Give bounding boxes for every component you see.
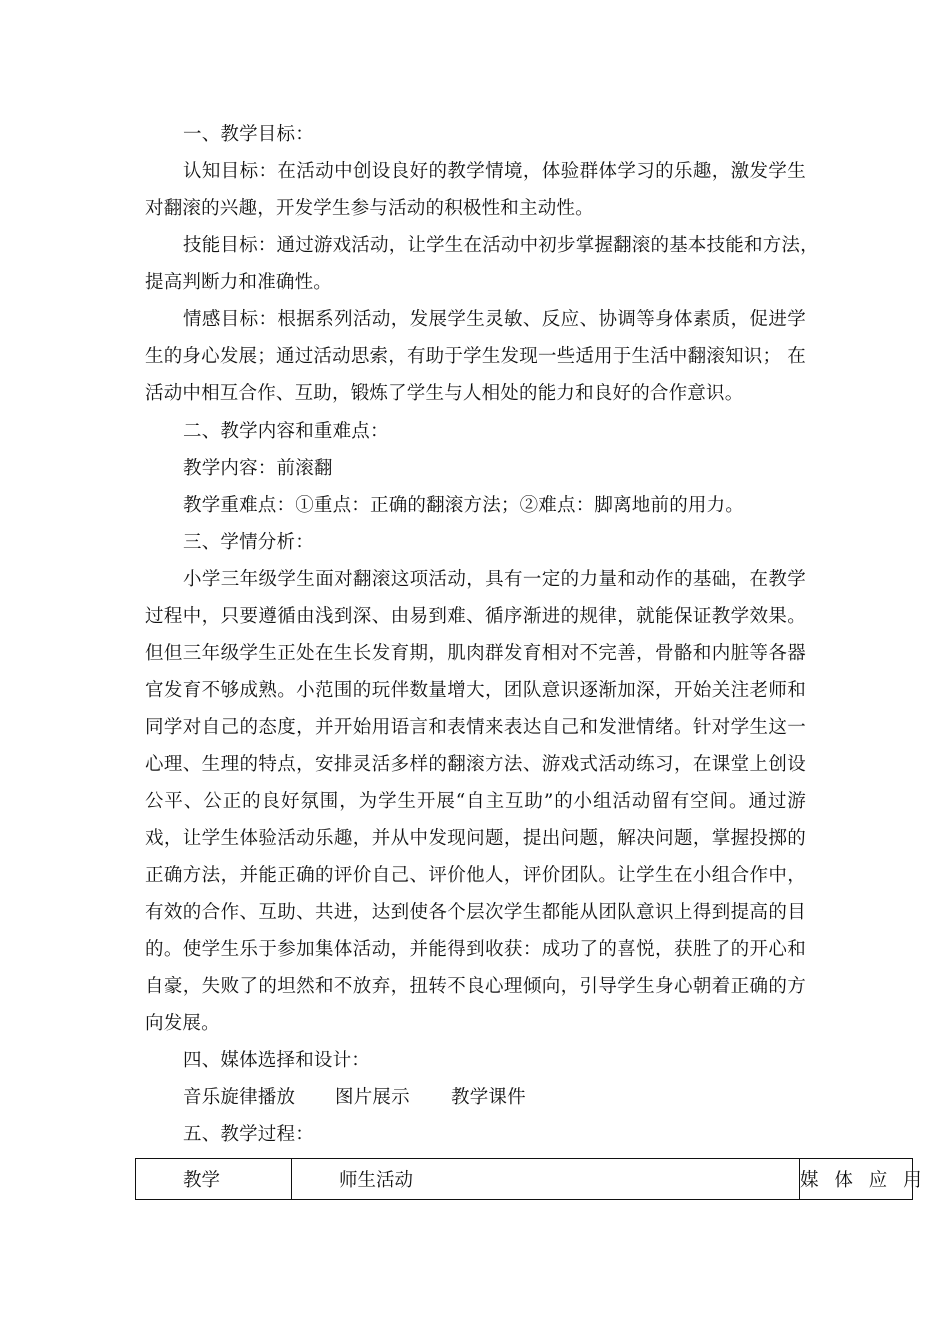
table-header-stage: 教学 bbox=[136, 1159, 292, 1200]
analysis-line-6: 心理、生理的特点，安排灵活多样的翻滚方法、游戏式活动练习，在课堂上创设 bbox=[145, 754, 806, 775]
section-heading-content: 二、教学内容和重难点： bbox=[183, 421, 389, 442]
section-heading-objectives: 一、教学目标： bbox=[183, 124, 314, 145]
emotion-goal-line-3: 活动中相互合作、互助，锻炼了学生与人相处的能力和良好的合作意识。 bbox=[145, 383, 744, 404]
analysis-line-10: 有效的合作、互助、共进，达到使各个层次学生都能从团队意识上得到提高的目 bbox=[145, 902, 806, 923]
analysis-line-8: 戏，让学生体验活动乐趣，并从中发现问题，提出问题，解决问题，掌握投掷的 bbox=[145, 828, 806, 849]
analysis-line-9: 正确方法，并能正确的评价自己、评价他人，评价团队。让学生在小组合作中， bbox=[145, 865, 806, 886]
section-heading-analysis: 三、学情分析： bbox=[183, 532, 314, 553]
media-item-courseware: 教学课件 bbox=[451, 1087, 526, 1108]
analysis-line-13: 向发展。 bbox=[145, 1013, 220, 1034]
media-item-images: 图片展示 bbox=[335, 1087, 410, 1108]
table-header-row bbox=[136, 1159, 913, 1200]
emotion-goal-line-1: 情感目标：根据系列活动，发展学生灵敏、反应、协调等身体素质，促进学 bbox=[183, 309, 806, 330]
table-header-activities: 师生活动 bbox=[292, 1159, 800, 1200]
analysis-line-3: 但但三年级学生正处在生长发育期，肌肉群发育相对不完善，骨骼和内脏等各器 bbox=[145, 643, 806, 664]
analysis-line-1: 小学三年级学生面对翻滚这项活动，具有一定的力量和动作的基础，在教学 bbox=[183, 569, 806, 590]
cognitive-goal-line-2: 对翻滚的兴趣，开发学生参与活动的积极性和主动性。 bbox=[145, 198, 594, 219]
cognitive-goal-line-1: 认知目标：在活动中创设良好的教学情境，体验群体学习的乐趣，激发学生 bbox=[183, 161, 806, 182]
analysis-line-12: 自豪，失败了的坦然和不放弃，扭转不良心理倾向，引导学生身心朝着正确的方 bbox=[145, 976, 806, 997]
teaching-process-table bbox=[135, 1158, 927, 1200]
analysis-line-4: 官发育不够成熟。小范围的玩伴数量增大，团队意识逐渐加深，开始关注老师和 bbox=[145, 680, 806, 701]
skill-goal-line-1: 技能目标：通过游戏活动，让学生在活动中初步掌握翻滚的基本技能和方法， bbox=[183, 235, 819, 256]
skill-goal-line-2: 提高判断力和准确性。 bbox=[145, 272, 333, 293]
analysis-line-5: 同学对自己的态度，并开始用语言和表情来表达自己和发泄情绪。针对学生这一 bbox=[145, 717, 806, 738]
analysis-line-2: 过程中，只要遵循由浅到深、由易到难、循序渐进的规律，就能保证教学效果。 bbox=[145, 606, 806, 627]
media-item-music: 音乐旋律播放 bbox=[183, 1087, 296, 1108]
teaching-key-points: 教学重难点：①重点：正确的翻滚方法；②难点：脚离地前的用力。 bbox=[183, 495, 745, 516]
emotion-goal-line-2: 生的身心发展；通过活动思索，有助于学生发现一些适用于生活中翻滚知识； 在 bbox=[145, 346, 806, 367]
analysis-line-11: 的。使学生乐于参加集体活动，并能得到收获：成功了的喜悦，获胜了的开心和 bbox=[145, 939, 806, 960]
analysis-line-7: 公平、公正的良好氛围，为学生开展“自主互助”的小组活动留有空间。通过游 bbox=[145, 791, 806, 812]
section-heading-media: 四、媒体选择和设计： bbox=[183, 1050, 371, 1071]
section-heading-process: 五、教学过程： bbox=[183, 1124, 314, 1145]
table-header-media: 媒 体 应 用 bbox=[800, 1159, 913, 1200]
teaching-content: 教学内容：前滚翻 bbox=[183, 458, 333, 479]
